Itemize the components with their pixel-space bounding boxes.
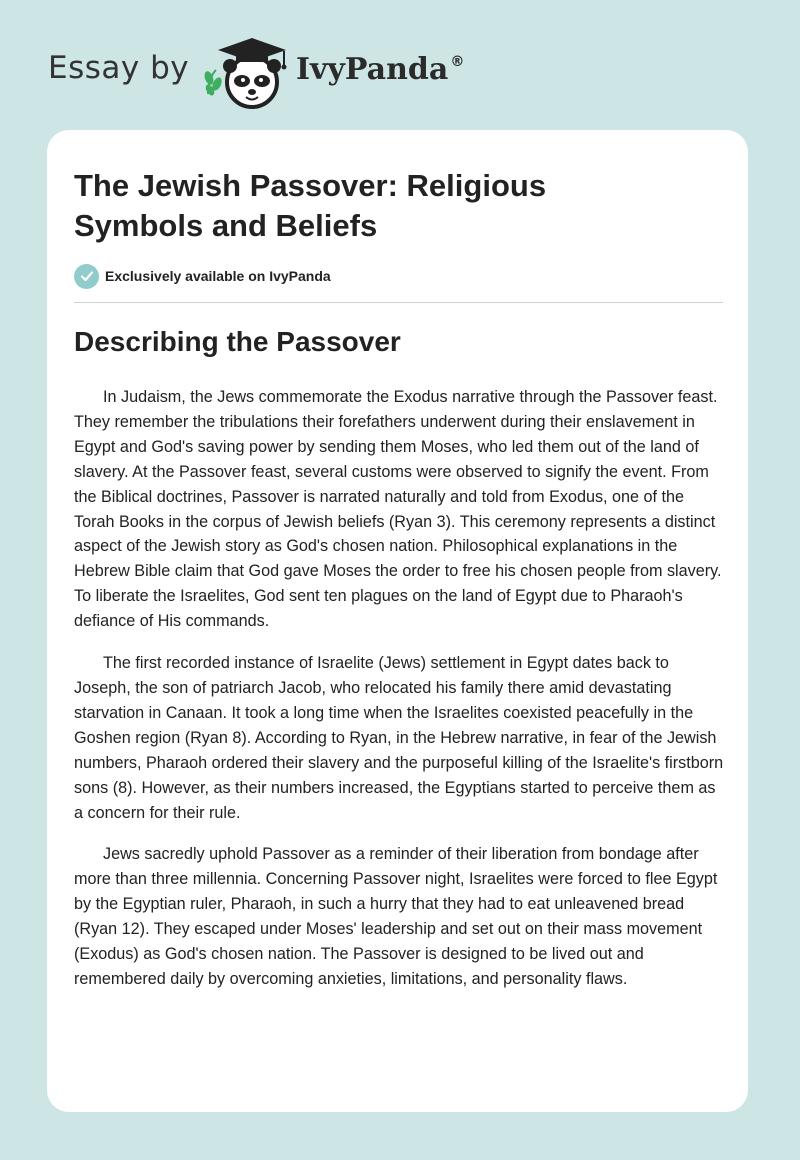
brand-name[interactable]: [296, 52, 464, 87]
brand-text: IvyPanda: [296, 52, 449, 87]
essay-card: [47, 130, 748, 1112]
paragraph: Jews sacredly uphold Passover as a reminder of their liberation from bondage after more than three millennia. Concerning Passover night, Israelites were forced to flee Egypt by the Egyptian ruler, Pharaoh, in such a hurry that they had to eat unleavened bread (Ryan 12). They escaped under Moses' leadership and set out on their mass movement (Exodus) as God's chosen nation. The Passover is designed to be lived out and remembered daily by overcoming anxieties, limitations, and personality flaws.: [74, 845, 718, 988]
essay-body: [74, 385, 724, 1009]
registered-mark: ®: [450, 54, 465, 70]
site-header: [0, 0, 800, 120]
section-heading: Describing the Passover: [74, 326, 401, 357]
panda-graduate-icon[interactable]: [200, 34, 296, 110]
badge-label: Exclusively available on IvyPanda: [105, 268, 331, 284]
essay-by-label: Essay by: [48, 50, 190, 86]
paragraph: The first recorded instance of Israelite (Jews) settlement in Egypt dates back to Joseph, the son of patriarch Jacob, who relocated his family there amid devastating starvation in Canaan. It took a long time when the Israelites coexisted peacefully in the Goshen region (Ryan 8). According to Ryan, in the Hebrew narrative, in fear of the Jewish numbers, Pharaoh ordered their slavery and the purposeful killing of the Israelite's firstborn sons (8). However, as their numbers increased, the Egyptians started to perceive them as a concern for their rule.: [74, 654, 724, 822]
paragraph: In Judaism, the Jews commemorate the Exodus narrative through the Passover feast. They remember the tribulations their forefathers underwent during their enslavement in Egypt and God's saving power by sending them Moses, who led them out of the land of slavery. At the Passover feast, several customs were observed to signify the event. From the Biblical doctrines, Passover is narrated naturally and told from Exodus, one of the Torah Books in the corpus of Jewish beliefs (Ryan 3). This ceremony represents a distinct aspect of the Jewish story as God's chosen nation. Philosophical explanations in the Hebrew Bible claim that God gave Moses the order to free his chosen people from slavery. To liberate the Israelites, God sent ten plagues on the land of Egypt due to Pharaoh's defiance of His commands.: [74, 388, 722, 631]
essay-title: The Jewish Passover: Religious Symbols and Beliefs: [74, 168, 547, 243]
divider: [74, 302, 723, 303]
check-icon: [74, 264, 99, 289]
exclusive-badge: [74, 263, 331, 289]
